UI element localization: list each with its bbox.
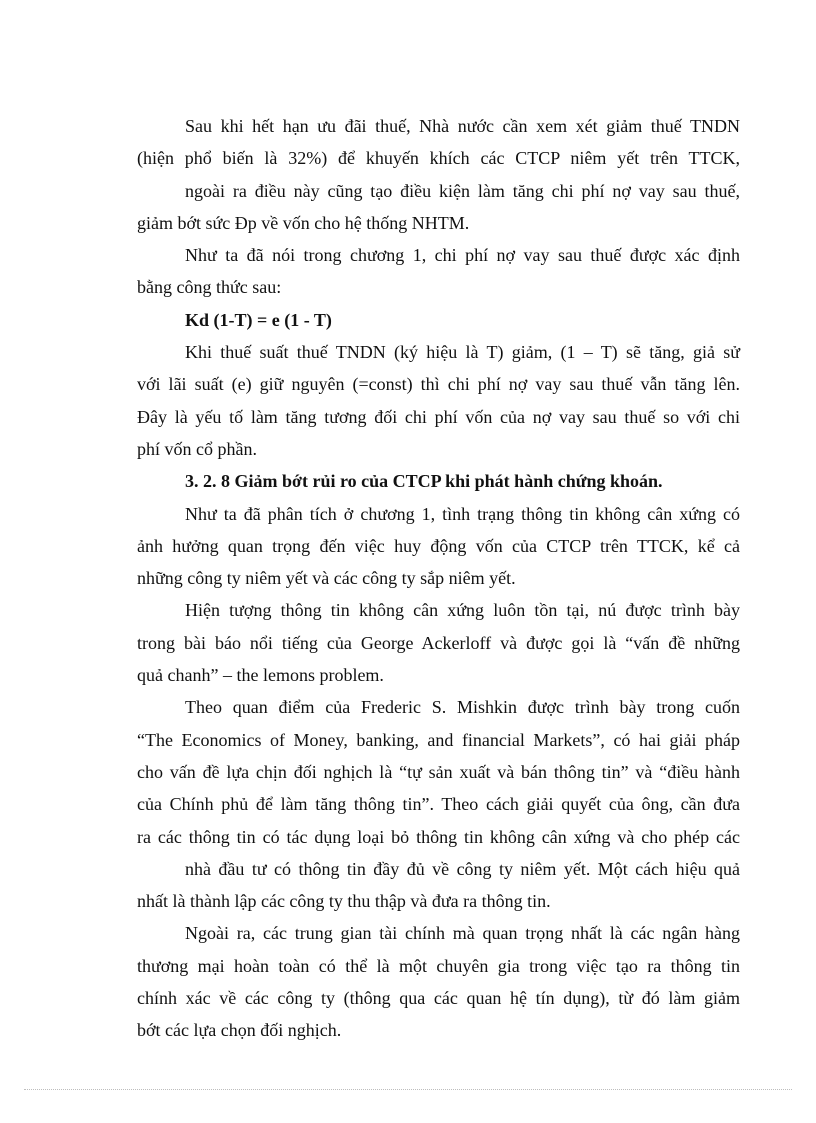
text-line: ngoài ra điều này cũng tạo điều kiện làm tăng chi phí nợ vay sau thuế,: [185, 180, 740, 201]
heading-line: 3. 2. 8 Giảm bớt rủi ro của CTCP khi phát hành chứng khoán.: [185, 471, 663, 492]
text-line: Như ta đã phân tích ở chương 1, tình trạng thông tin không cân xứng có: [185, 503, 740, 524]
text-line: Đây là yếu tố làm tăng tương đối chi phí vốn của nợ vay sau thuế so với chi: [137, 406, 740, 427]
text-line: bằng công thức sau:: [137, 277, 282, 298]
text-line: Như ta đã nói trong chương 1, chi phí nợ vay sau thuế được xác định: [185, 245, 740, 266]
text-line: (hiện phổ biến là 32%) để khuyến khích các CTCP niêm yết trên TTCK,: [137, 148, 740, 169]
text-line: “The Economics of Money, banking, and financial Markets”, có hai giải pháp: [137, 729, 740, 750]
text-line: giảm bớt sức Đp về vốn cho hệ thống NHTM.: [137, 212, 470, 233]
text-line: nhất là thành lập các công ty thu thập và đưa ra thông tin.: [137, 891, 551, 912]
footer-divider: [24, 1089, 792, 1090]
text-line: chính xác về các công ty (thông qua các quan hệ tín dụng), từ đó làm giảm: [137, 988, 740, 1009]
text-line: với lãi suất (e) giữ nguyên (=const) thì chi phí nợ vay sau thuế vẫn tăng lên.: [137, 374, 740, 395]
text-line: Ngoài ra, các trung gian tài chính mà quan trọng nhất là các ngân hàng: [185, 923, 740, 944]
text-line: Sau khi hết hạn ưu đãi thuế, Nhà nước cần xem xét giảm thuế TNDN: [185, 116, 740, 136]
text-line: những công ty niêm yết và các công ty sắp niêm yết.: [137, 568, 516, 589]
text-line: thương mại hoàn toàn có thể là một chuyên gia trong việc tạo ra thông tin: [137, 955, 740, 976]
text-line: Khi thuế suất thuế TNDN (ký hiệu là T) giảm, (1 – T) sẽ tăng, giả sử: [185, 342, 740, 363]
text-line: trong bài báo nổi tiếng của George Ackerloff và được gọi là “vấn đề những: [137, 632, 740, 653]
text-line: ảnh hưởng quan trọng đến việc huy động vốn của CTCP trên TTCK, kể cả: [137, 535, 740, 556]
body-text: [137, 110, 740, 1047]
text-line: phí vốn cổ phần.: [137, 438, 257, 459]
text-line: cho vấn đề lựa chịn đối nghịch là “tự sản xuất và bán thông tin” và “điều hành: [137, 761, 740, 782]
text-line: Hiện tượng thông tin không cân xứng luôn tồn tại, nú được trình bày: [185, 600, 740, 621]
heading-line: Kd (1-T) = e (1 - T): [185, 309, 332, 330]
text-line: Theo quan điểm của Frederic S. Mishkin được trình bày trong cuốn: [185, 697, 740, 718]
text-line: ra các thông tin có tác dụng loại bỏ thông tin không cân xứng và cho phép các: [137, 826, 740, 847]
text-line: của Chính phủ để làm tăng thông tin”. Theo cách giải quyết của ông, cần đưa: [137, 794, 740, 815]
text-line: nhà đầu tư có thông tin đầy đủ về công ty niêm yết. Một cách hiệu quả: [185, 858, 740, 879]
text-line: bớt các lựa chọn đối nghịch.: [137, 1020, 342, 1041]
text-line: quả chanh” – the lemons problem.: [137, 665, 384, 686]
